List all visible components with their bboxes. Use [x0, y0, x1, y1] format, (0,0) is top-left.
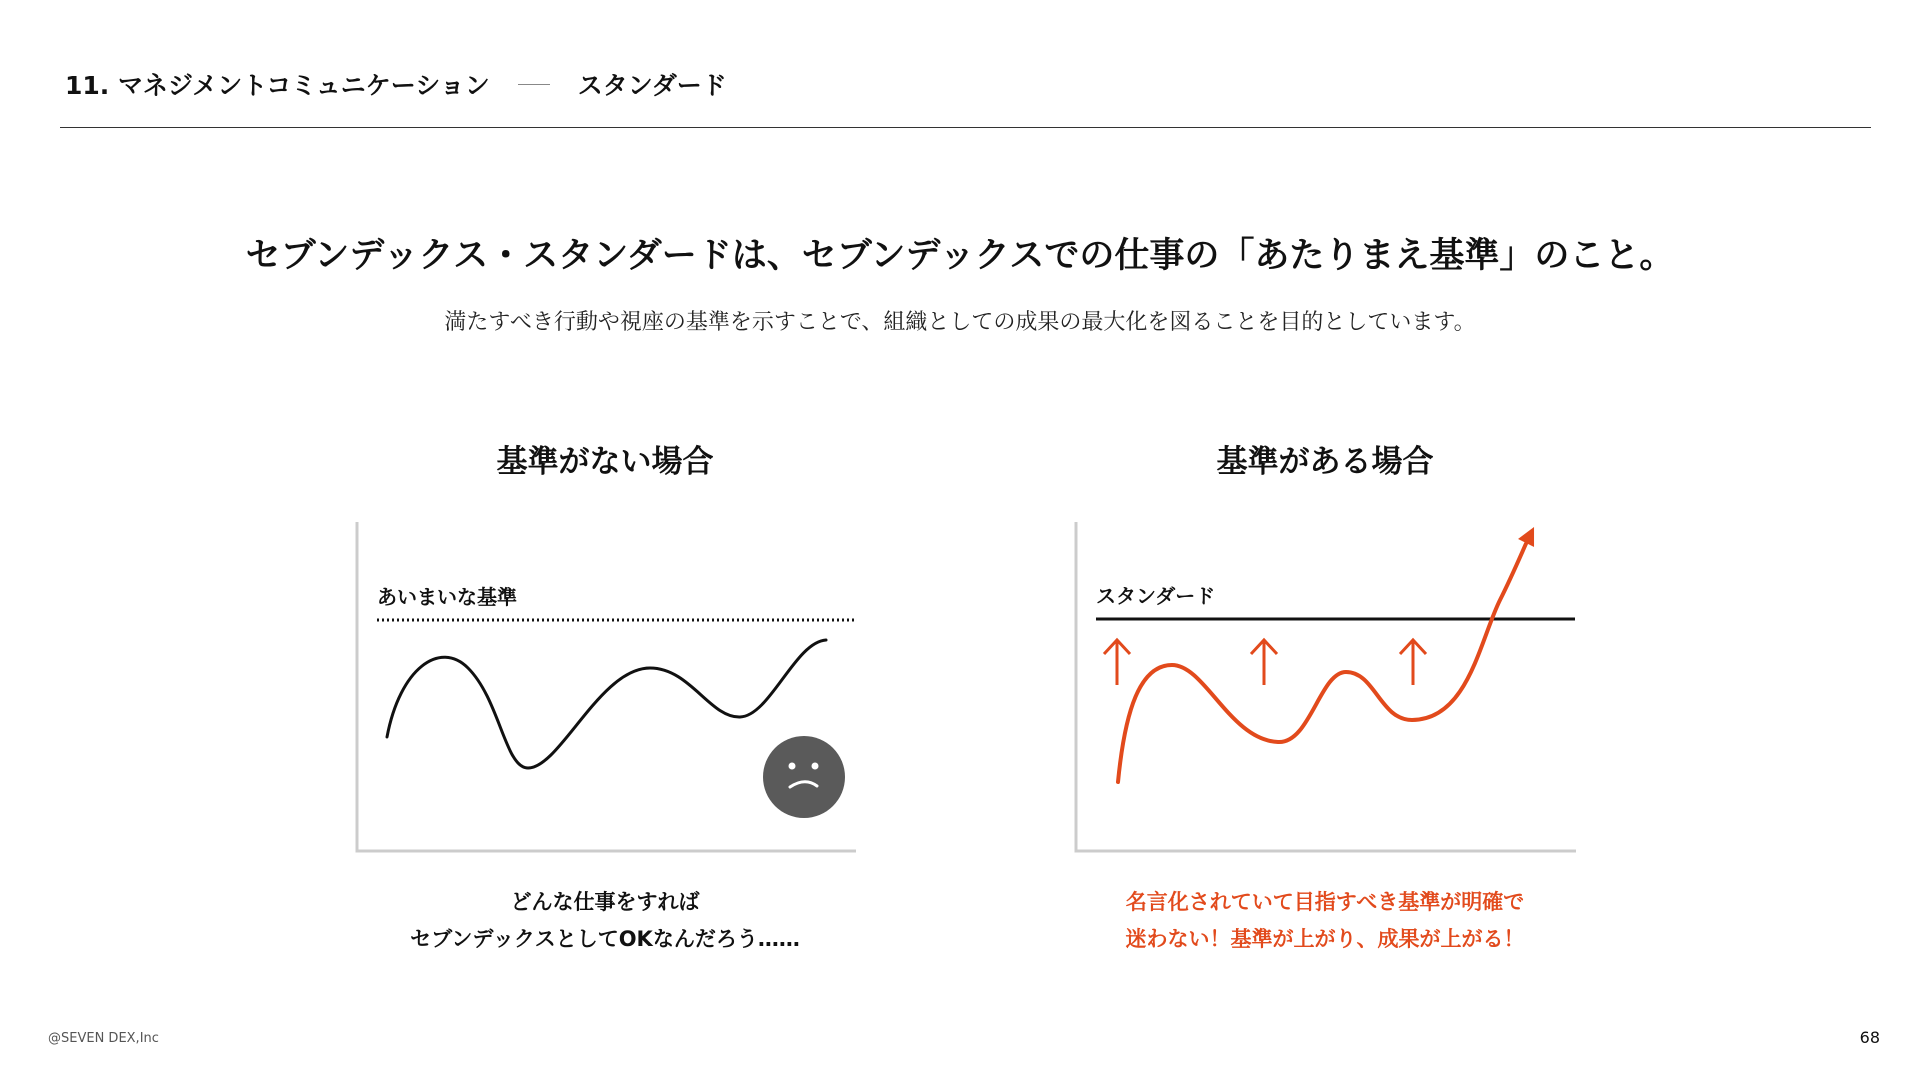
growth-curve	[1118, 535, 1530, 782]
standard-label: スタンダード	[1096, 584, 1216, 608]
ambiguous-standard-label: あいまいな基準	[377, 585, 517, 609]
copyright: @SEVEN DEX,Inc	[48, 1031, 159, 1046]
up-arrow-icon	[1104, 640, 1130, 685]
up-arrow-icon	[1400, 640, 1426, 685]
right-caption-line-2: 迷わない！基準が上がり、成果が上がる！	[1125, 927, 1525, 951]
right-diagram	[1076, 522, 1576, 851]
page-number: 68	[1859, 1028, 1880, 1047]
up-arrow-icon	[1251, 640, 1277, 685]
left-caption	[255, 884, 955, 958]
left-caption-line-1: どんな仕事をすれば	[510, 890, 700, 914]
left-panel-title: 基準がない場合	[496, 444, 714, 480]
right-panel-title: 基準がある場合	[1216, 444, 1434, 480]
right-caption	[975, 884, 1675, 958]
left-caption-line-2: セブンデックスとしてOKなんだろう……	[410, 927, 800, 951]
left-diagram	[357, 522, 856, 851]
section-title: 11. マネジメントコミュニケーション	[65, 71, 490, 100]
subsection-title: スタンダード	[577, 71, 727, 100]
fluctuating-curve	[387, 640, 826, 768]
page-headline: セブンデックス・スタンダードは、セブンデックスでの仕事の「あたりまえ基準」のこと。	[245, 236, 1675, 276]
sad-face-icon	[763, 736, 845, 818]
right-caption-line-1: 名言化されていて目指すべき基準が明確で	[1125, 890, 1525, 914]
page-subheadline: 満たすべき行動や視座の基準を示すことで、組織としての成果の最大化を図ることを目的としています。	[444, 310, 1476, 335]
